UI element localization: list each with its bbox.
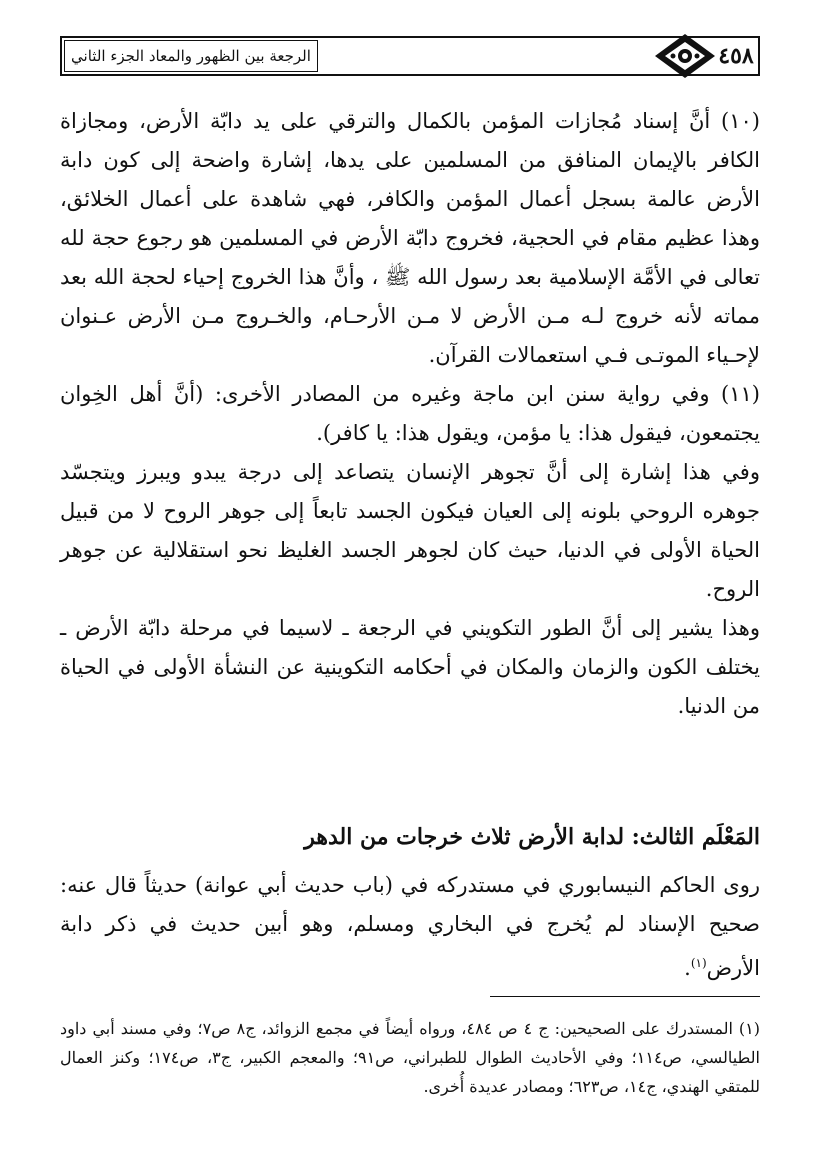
header-title-box — [64, 40, 318, 72]
section-text — [60, 866, 760, 988]
section-heading: المَعْلَم الثالث: لدابة الأرض ثلاث خرجات من الدهر — [304, 824, 760, 850]
paragraph: (١١) وفي رواية سنن ابن ماجة وغيره من المصادر الأخرى: (أنَّ أهل الخِوان يجتمعون، فيقول هذا: يا مؤمن، ويقول هذا: يا كافر). — [60, 382, 760, 445]
section-paragraph: روى الحاكم النيسابوري في مستدركه في (باب حديث أبي عوانة) حديثاً قال عنه: صحيح الإسناد لم يُخرج في البخاري ومسلم، وهو أبين حديث في ذكر دابة الأرض — [60, 873, 760, 980]
page-number: ٤٥٨ — [718, 43, 754, 69]
footnote-divider — [490, 996, 760, 997]
paragraph: وهذا يشير إلى أنَّ الطور التكويني في الرجعة ـ لاسيما في مرحلة دابّة الأرض ـ يختلف الكون والزمان والمكان في أحكامه التكوينية عن النشأة الأولى في الحياة من الدنيا. — [60, 616, 760, 718]
footnote-marker[interactable]: (١) — [690, 956, 707, 970]
footnote: (١) المستدرك على الصحيحين: ج ٤ ص ٤٨٤، ورواه أيضاً في مجمع الزوائد، ج٨ ص٧؛ وفي مسند أبي داود الطيالسي، ص١١٤؛ وفي الأحاديث الطوال للطبراني، ص٩١؛ والمعجم الكبير، ج٣، ص١٧٤؛ وكنز العمال للمتقي الهندي، ج١٤، ص٦٢٣؛ ومصادر عديدة أُخرى. — [60, 1019, 761, 1096]
paragraph: (١٠) أنَّ إسناد مُجازات المؤمن بالكمال والترقي على يد دابّة الأرض، ومجازاة الكافر بالإيمان المنافق من المسلمين على يدها، إشارة واضحة إلى كون دابة الأرض عالمة بسجل أعمال المؤمن والكافر، فهي شاهدة على أعمال الخلائق، وهذا عظيم مقام في الحجية، فخروج دابّة الأرض في المسلمين هو رجوع حجة لله تعالى في الأمَّة الإسلامية بعد رسول الله ﷺ ، وأنَّ هذا الخروج إحياء لحجة الله بعد مماته لأنه خروج لـه مـن الأرض لا مـن الأرحـام، والخـروج مـن الأرض عـنوان لإحـياء الموتـى فـي استعمالات القرآن. — [60, 109, 760, 367]
page-header — [60, 36, 760, 76]
paragraph: روى الحاكم النيسابوري في مستدركه في (باب حديث أبي عوانة) حديثاً قال عنه: صحيح الإسناد لم يُخرج في البخاري ومسلم، وهو أبين حديث في ذكر دابة الأرض$^{(١)}$. — [60, 873, 760, 980]
floral-ornament-icon — [655, 32, 715, 80]
main-text — [60, 102, 760, 726]
paragraph: وفي هذا إشارة إلى أنَّ تجوهر الإنسان يتصاعد إلى درجة يبدو ويبرز ويتجسّد جوهره الروحي بلونه إلى العيان فيكون الجسد تابعاً إلى جوهر الروح لا من قبيل الحياة الأولى في الدنيا، حيث كان لجوهر الجسد الغليظ نحو استقلالية عن جوهر الروح. — [60, 460, 760, 601]
book-title: الرجعة بين الظهور والمعاد الجزء الثاني — [71, 47, 311, 65]
